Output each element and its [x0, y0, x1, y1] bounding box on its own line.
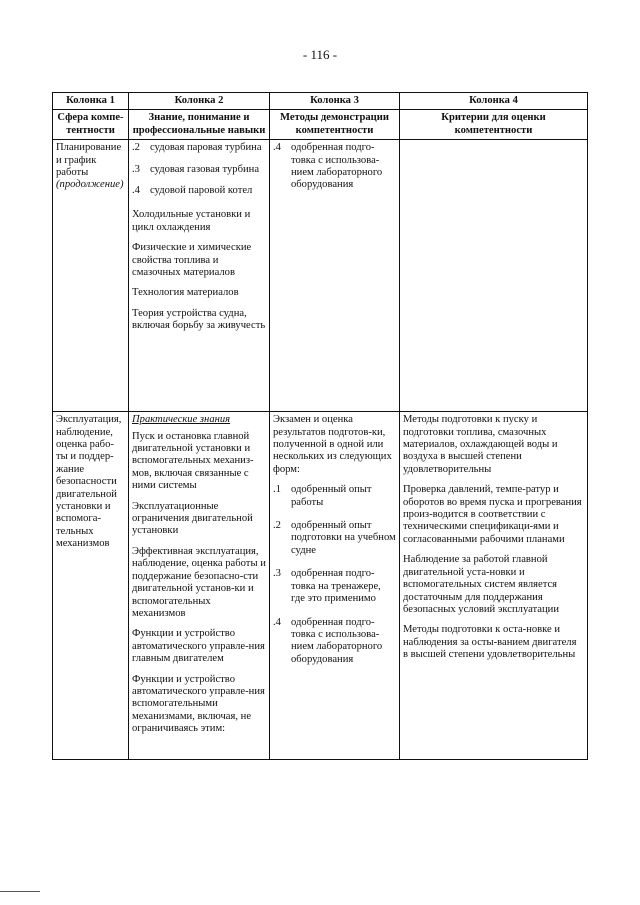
item-number: .3 — [273, 568, 281, 580]
item-text: одобренная подго-товка с использова-нием лабораторного оборудования — [291, 142, 383, 191]
column-number-3: Колонка 3 — [270, 93, 400, 110]
knowledge-cell — [129, 140, 270, 412]
item-text: судовая газовая турбина — [150, 163, 260, 175]
competence-cell — [53, 412, 129, 760]
methods-intro: Экзамен и оценка результатов подготов-ки, полученной в одной или нескольких из следующих форм: — [273, 414, 392, 475]
list-item — [132, 142, 266, 154]
item-text: одобренная подго-товка на тренажере, где это применимо — [291, 568, 381, 605]
column-header-2: Знание, понимание и профессиональные навыки — [129, 110, 270, 140]
continued-note: (продолжение) — [56, 179, 124, 191]
table-row — [53, 140, 588, 412]
item-number: .4 — [132, 185, 140, 197]
item-number: .4 — [273, 142, 281, 154]
list-item — [132, 164, 266, 176]
list-item — [273, 568, 396, 605]
column-number-1: Колонка 1 — [53, 93, 129, 110]
column-header-3: Методы демонстрации компетентности — [270, 110, 400, 140]
item-number: .2 — [273, 520, 281, 532]
column-number-row — [53, 93, 588, 110]
item-number: .3 — [132, 163, 140, 175]
knowledge-paragraph: Холодильные установки и цикл охлаждения — [132, 209, 251, 233]
item-number: .4 — [273, 616, 281, 628]
page-number: - 116 - — [302, 47, 338, 62]
criteria-paragraph: Методы подготовки к пуску и подготовки топлива, смазочных материалов, охлаждающей воды и воздуха в высшей степени удовлетворительны — [403, 414, 558, 475]
criteria-cell — [400, 412, 588, 760]
column-number-4: Колонка 4 — [400, 93, 588, 110]
item-text: судовая паровая турбина — [150, 142, 262, 154]
knowledge-paragraph: Эффективная эксплуатация, наблюдение, оценка работы и поддержание безопасно-сти двигательной установ-ки и вспомогательных механизмов — [132, 545, 266, 619]
item-text: одобренная подго-товка с использова-нием лабораторного оборудования — [291, 616, 383, 665]
practical-knowledge-heading: Практические знания — [132, 414, 231, 426]
knowledge-paragraph: Функции и устройство автоматического управле-ния вспомогательными механизмами, включая, не ограничиваясь этим: — [132, 673, 265, 735]
knowledge-paragraph: Пуск и остановка главной двигательной установки и вспомогательных механиз-мов, включая связанные с ними системы — [132, 430, 254, 492]
knowledge-cell — [129, 412, 270, 760]
column-number-2: Колонка 2 — [129, 93, 270, 110]
competence-table — [52, 92, 588, 760]
methods-cell — [270, 412, 400, 760]
knowledge-paragraph: Технология материалов — [132, 287, 239, 299]
criteria-cell — [400, 140, 588, 412]
list-item — [273, 142, 396, 192]
methods-cell — [270, 140, 400, 412]
knowledge-paragraph: Эксплуатационные ограничения двигательной установки — [132, 500, 253, 537]
table-row — [53, 412, 588, 760]
item-number: .1 — [273, 484, 281, 496]
criteria-paragraph: Наблюдение за работой главной двигательной уста-новки и вспомогательных систем является достаточным для поддержания безопасных условий эксплуатации — [403, 554, 560, 615]
list-item — [273, 520, 396, 557]
column-header-4: Критерии для оценки компетентности — [400, 110, 588, 140]
column-header-1: Сфера компе-тентности — [53, 110, 129, 140]
competence-title: Эксплуатация, наблюдение, оценка рабо-ты и поддер-жание безопасности двигательной установки и вспомога-тельных механизмов — [56, 414, 122, 550]
item-text: одобренный опыт подготовки на учебном судне — [291, 520, 396, 556]
knowledge-paragraph: Функции и устройство автоматического управле-ния главным двигателем — [132, 628, 265, 665]
item-number: .2 — [132, 142, 140, 154]
competence-title: Планирование и график работы — [56, 142, 122, 179]
item-text: одобренный опыт работы — [291, 484, 372, 508]
knowledge-paragraph: Физические и химические свойства топлива и смазочных материалов — [132, 242, 252, 279]
list-item — [273, 484, 396, 509]
knowledge-paragraph: Теория устройства судна, включая борьбу за живучесть — [132, 307, 266, 332]
criteria-paragraph: Методы подготовки к оста-новке и наблюдения за осты-ванием двигателя в высшей степени удовлетворительны — [403, 624, 577, 661]
column-header-row — [53, 110, 588, 140]
footer-rule — [0, 891, 40, 892]
list-item — [273, 617, 396, 667]
item-text: судовой паровой котел — [150, 185, 253, 197]
criteria-paragraph: Проверка давлений, темпе-ратур и оборотов во время пуска и прогревания произ-водится в соответствии с техническими спецификаци-ями и согласованными рабочими планами — [403, 484, 582, 545]
competence-cell — [53, 140, 129, 412]
list-item — [132, 185, 266, 197]
